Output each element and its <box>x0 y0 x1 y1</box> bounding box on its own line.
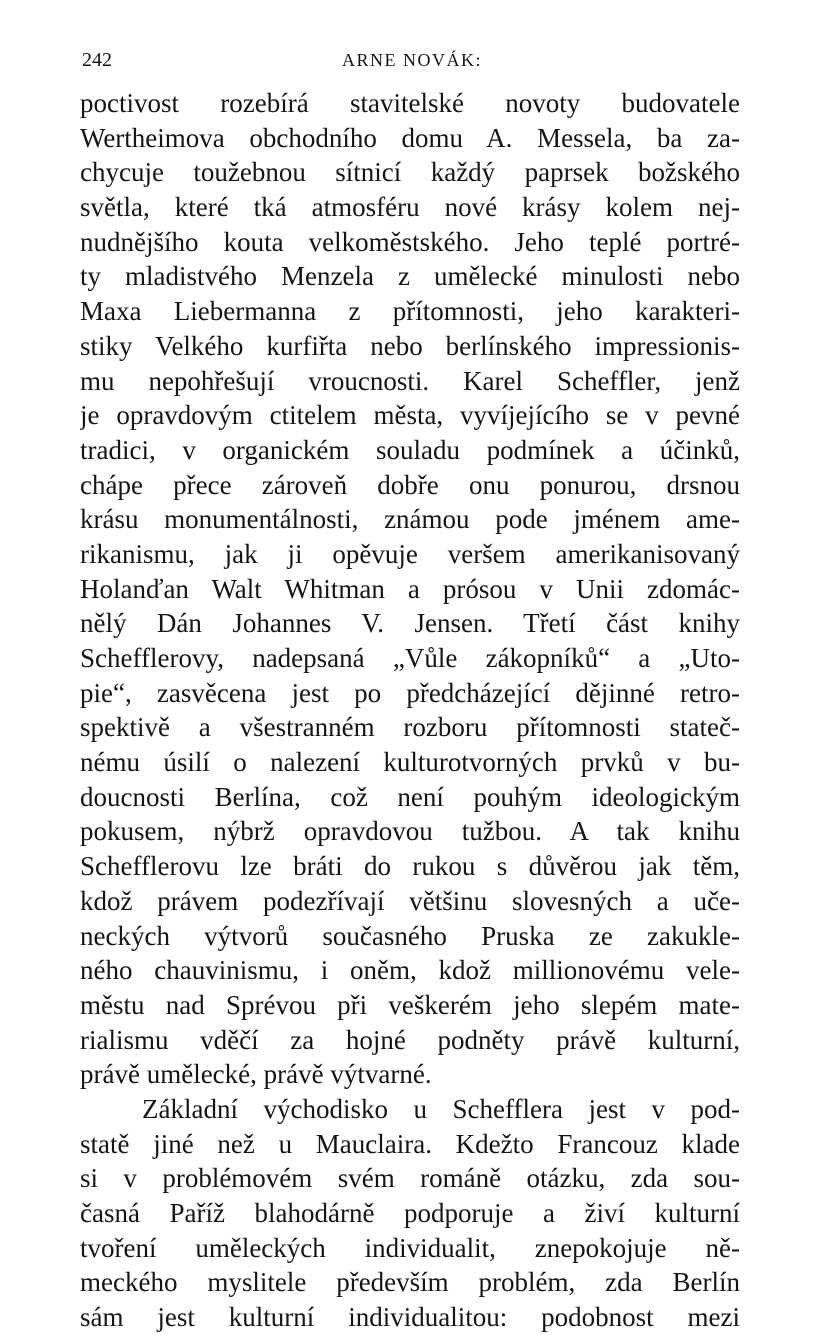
text-line: tradici, v organickém souladu podmínek a účinků, <box>80 434 740 465</box>
text-line: krásu monumentálnosti, známou pode jménem ame- <box>80 504 740 535</box>
text-line: poctivost rozebírá stavitelské novoty budovatele <box>80 88 740 118</box>
text-line: chycuje toužebnou sítnicí každý paprsek božského <box>80 157 740 188</box>
text-line: ty mladistvého Menzela z umělecké minulosti nebo <box>80 261 740 292</box>
text-line: nělý Dán Johannes V. Jensen. Třetí část knihy <box>80 608 740 639</box>
text-line: městu nad Sprévou při veškerém jeho slepém mate- <box>80 989 740 1020</box>
text-line: kdož právem podezřívají většinu slovesných a uče- <box>80 885 740 916</box>
text-line: stiky Velkého kurfiřta nebo berlínského impressionis- <box>80 330 740 361</box>
running-head <box>80 46 740 74</box>
text-line: je opravdovým ctitelem města, vyvíjejícího se v pevné <box>80 400 740 431</box>
text-line: ného chauvinismu, i oněm, kdož millionovému vele- <box>80 955 740 986</box>
text-line: rikanismu, jak ji opěvuje veršem amerikanisovaný <box>80 538 740 569</box>
paragraph-end-line: právě umělecké, právě výtvarné. <box>80 1059 432 1090</box>
text-line: časná Paříž blahodárně podporuje a živí kulturní <box>80 1198 740 1228</box>
text-line: Schefflerovy, nadepsaná „Vůle zákopníků“ a „Uto- <box>80 643 740 673</box>
text-line: nému úsilí o nalezení kulturotvorných prvků v bu- <box>80 747 740 778</box>
text-line: chápe přece zároveň dobře onu ponurou, drsnou <box>80 469 740 500</box>
text-line: pokusem, nýbrž opravdovou tužbou. A tak knihu <box>80 816 740 847</box>
page-number: 242 <box>82 49 112 71</box>
text-line: tvoření uměleckých individualit, znepokojuje ně- <box>80 1232 740 1263</box>
text-line: meckého myslitele především problém, zda Berlín <box>80 1267 740 1298</box>
paragraph-first-line: Základní východisko u Schefflera jest v pod- <box>142 1093 740 1124</box>
running-title: ARNE NOVÁK: <box>342 50 482 70</box>
text-line: neckých výtvorů současného Pruska ze zakukle- <box>80 920 740 951</box>
text-line: sám jest kulturní individualitou: podobnost mezi <box>80 1302 740 1333</box>
text-line: si v problémovém svém románě otázku, zda sou- <box>80 1163 740 1194</box>
text-line: spektivě a všestranném rozboru přítomnosti stateč- <box>80 712 740 743</box>
text-line: doucnosti Berlína, což není pouhým ideologickým <box>80 781 740 812</box>
text-line: mu nepohřešují vroucnosti. Karel Scheffler, jenž <box>80 365 740 396</box>
text-line: pie“, zasvěcena jest po předcházející dějinné retro- <box>80 677 740 708</box>
text-line: nudnějšího kouta velkoměstského. Jeho teplé portré- <box>80 226 740 257</box>
text-line: Schefflerovu lze bráti do rukou s důvěrou jak těm, <box>80 851 740 882</box>
body-text <box>80 86 740 1335</box>
text-line: Maxa Liebermanna z přítomnosti, jeho karakteri- <box>80 296 740 327</box>
text-line: rialismu vděčí za hojné podněty právě kulturní, <box>80 1024 740 1055</box>
text-line: statě jiné než u Mauclaira. Kdežto Francouz klade <box>80 1128 740 1159</box>
text-line: Wertheimova obchodního domu A. Messela, ba za- <box>80 122 740 153</box>
text-line: Holanďan Walt Whitman a prósou v Unii zdomác- <box>80 573 740 604</box>
text-line: světla, které tká atmosféru nové krásy kolem nej- <box>80 192 740 223</box>
